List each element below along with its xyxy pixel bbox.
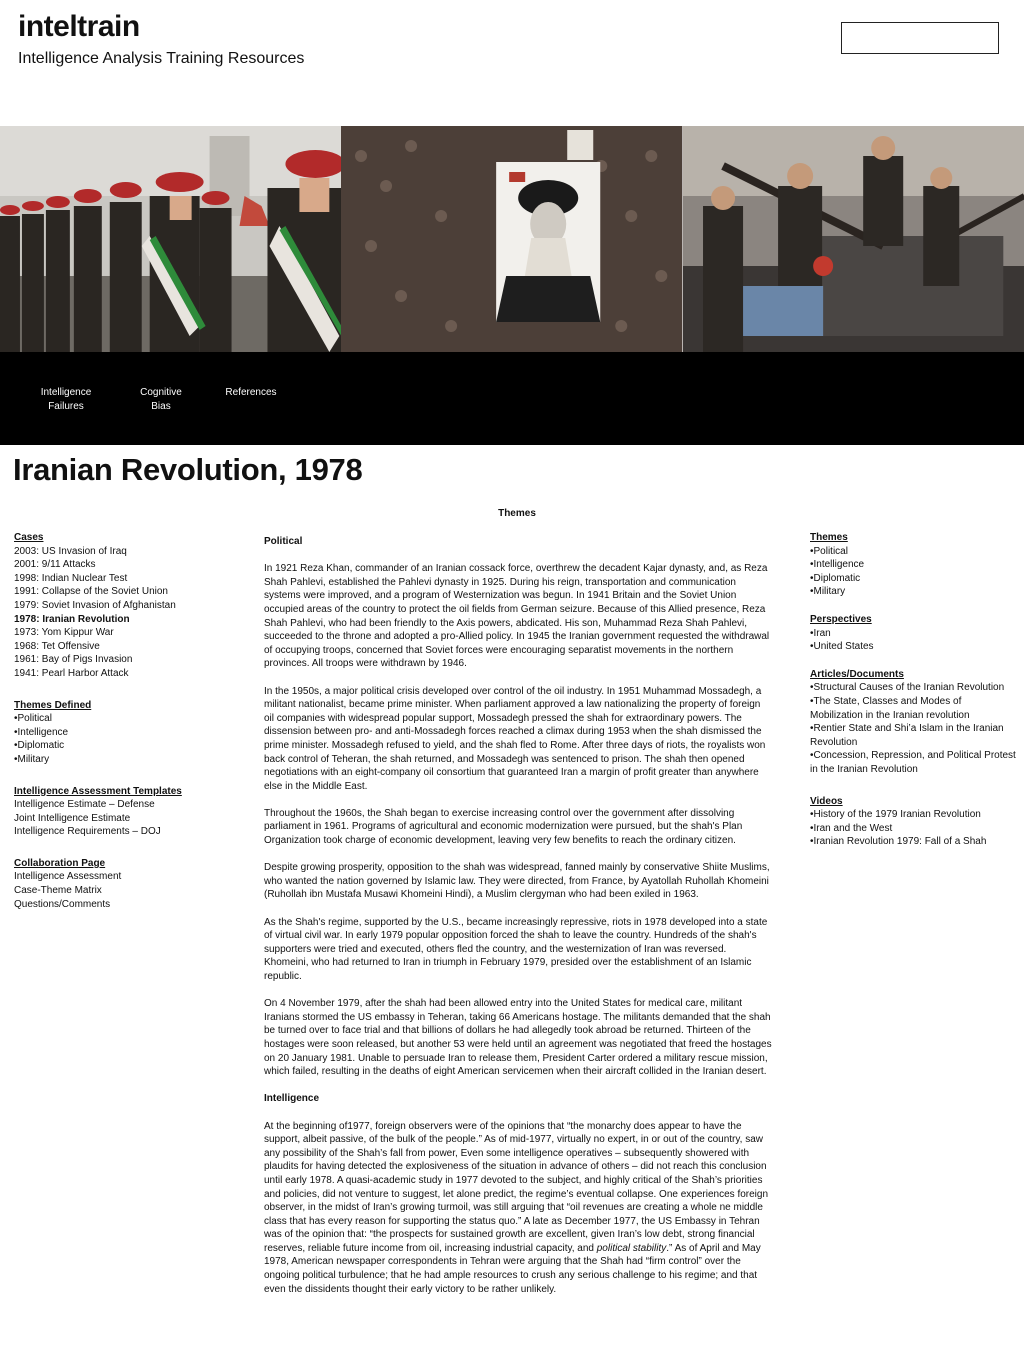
perspective-link-iran[interactable]: •Iran bbox=[810, 627, 831, 639]
political-paragraph: In the 1950s, a major political crisis developed over control of the oil industry. In 1951 Muhammad Mossadegh, a militant nationalist, became prime minister. When parliament approved a law nationalizing the property of foreign oil companies with widespread popular support, Mossadegh pressed the shah for extraordinary powers. The dissension between pro- and anti-Mossadegh forces reached a climax during 1953 when the shah dismissed the prime minister. Mossadegh refused to yield, and the shah fled to Rome. After three days of riots, the royalists won back control of Teheran, the shah returned, and Mossadegh was sentenced to prison. The shah then opened negotiations with an eight-company oil consortium that guaranteed Iran a margin of profit greater than anywhere else in the Middle East. bbox=[264, 685, 766, 792]
case-link-tet[interactable]: 1968: Tet Offensive bbox=[14, 640, 100, 652]
theme-link-intelligence[interactable]: •Intelligence bbox=[810, 559, 865, 571]
case-link-iraq[interactable]: 2003: US Invasion of Iraq bbox=[14, 545, 127, 557]
site-subtitle: Intelligence Analysis Training Resources bbox=[18, 50, 305, 67]
article-link[interactable]: •Rentier State and Shi’a Islam in the Iranian Revolution bbox=[810, 723, 1004, 748]
collaboration-link[interactable]: Intelligence Assessment bbox=[14, 871, 122, 883]
theme-defined-military[interactable]: •Military bbox=[14, 753, 50, 765]
collaboration-link[interactable]: Questions/Comments bbox=[14, 898, 111, 910]
theme-link-political[interactable]: •Political bbox=[810, 545, 848, 557]
intelligence-text: At the beginning of1977, foreign observers were of the opinions that “the monarchy does appear to have the support, albeit passive, of the bulk of the people.” As of mid-1977, virtually no expert, in or out of the country, saw any possibility of the Shah’s fall from power, Even some intelligence operatives – subsequently showered with plaudits for having detected the explosiveness of the situation in advance of others – did not reach this conclusion until early 1978. A quasi-academic study in 1977 devoted to the subject, and highly critical of the Shah’s priorities and policies, did not venture to suggest, let alone predict, the regime’s eventual collapse. One experiences foreign observer, in the midst of Iran’s growing turmoil, was still arguing that “oil revenues are creating a whole ne middle class that has every reason for supporting the status quo.” A late as December 1977, the US Embassy in Tehran was of the opinion that: “the prospects for sustained growth are excellent, given Iran’s low debt, strong financial reserves, reliable future income from oil, increasing industrial capacity, and bbox=[264, 1120, 769, 1254]
intelligence-heading: Intelligence bbox=[264, 1093, 320, 1105]
theme-link-military[interactable]: •Military bbox=[810, 586, 846, 598]
nav-label-line1: References bbox=[225, 387, 277, 398]
template-link[interactable]: Joint Intelligence Estimate bbox=[14, 812, 131, 824]
nav-label-line1: Intelligence bbox=[40, 387, 92, 398]
political-paragraph: In 1921 Reza Khan, commander of an Iranian cossack force, overthrew the decadent Kajar dynasty, and, as Reza Shah Pahlevi, established the Pahlevi dynasty in 1925. During his reign, transportation and communication systems were improved, and a program of Westernization was begun. In 1941 Britain and the Soviet Union occupied areas of the country to protect the oil fields from German seizure. Because of this Allied presence, Reza Shah Pahlevi, who had been friendly to the Axis powers, abdicated. His son, Muhammad Reza Shah Pahlevi, succeeded to the throne and adopted a pro-Allied policy. In 1945 the Iranian government requested the withdrawal of occupying troops, concerned that Soviet forces were encouraging separatist movements in the northern provinces. All troops were withdrawn by 1946. bbox=[264, 563, 770, 670]
case-link-iranian-revolution[interactable]: 1978: Iranian Revolution bbox=[14, 613, 130, 625]
search-input[interactable] bbox=[841, 22, 999, 54]
article-link[interactable]: •Structural Causes of the Iranian Revolution bbox=[810, 682, 1005, 694]
political-paragraph: Throughout the 1960s, the Shah began to exercise increasing control over the government after dissolving parliament in 1961. Programs of agricultural and economic modernization were pursued, but the shah's Plan Organization took charge of economic development, leaving very few benefits to reach the ordinary citizen. bbox=[264, 807, 743, 847]
video-link[interactable]: •History of the 1979 Iranian Revolution bbox=[810, 809, 981, 821]
intelligence-text: .” As of April and May 1978, American newspaper correspondents in Tehran were arguing that the Shah had “firm control” over the ongoing political turbulence; that he had ample resources to crush any serious challenge to his regime; and that even the dissidents thought their early victory to be rather unlikely. bbox=[264, 1242, 761, 1295]
political-paragraph: As the Shah's regime, supported by the U.S., became increasingly repressive, riots in 1978 developed into a state of virtual civil war. In early 1979 popular opposition forced the shah to leave the country. Hundreds of the shah's supporters were tried and executed, others fled the country, and the westernization of Iran was reversed. Khomeini, who had returned to Iran in triumph in February 1979, presided over the establishment of an Islamic republic. bbox=[264, 916, 768, 982]
nav-intelligence-failures[interactable] bbox=[28, 386, 104, 414]
collaboration-link[interactable]: Case-Theme Matrix bbox=[14, 885, 102, 897]
intelligence-italic-text: political stability bbox=[596, 1242, 667, 1254]
ceremonial-guard-photo bbox=[0, 126, 341, 352]
themes-label: Themes bbox=[498, 508, 536, 519]
theme-defined-diplomatic[interactable]: •Diplomatic bbox=[14, 740, 65, 752]
header-banner bbox=[0, 126, 1024, 352]
template-link[interactable]: Intelligence Requirements – DOJ bbox=[14, 826, 161, 838]
case-link-911[interactable]: 2001: 9/11 Attacks bbox=[14, 559, 96, 571]
political-paragraph: Despite growing prosperity, opposition to the shah was widespread, fanned mainly by conservative Shiite Muslims, who wanted the nation governed by Islamic law. They were directed, from France, by Ayatollah Ruhollah Khomeini (Ruhollah ibn Mustafa Musawi Khomeini Hindi), a Muslim clergyman who had been exiled in 1963. bbox=[264, 862, 770, 901]
cases-heading[interactable]: Cases bbox=[14, 532, 44, 543]
case-link-yom-kippur[interactable]: 1973: Yom Kippur War bbox=[14, 627, 114, 639]
perspectives-heading[interactable]: Perspectives bbox=[810, 613, 872, 625]
right-sidebar bbox=[810, 531, 1016, 849]
crowd-with-portrait-photo bbox=[341, 126, 682, 352]
case-link-bay-of-pigs[interactable]: 1961: Bay of Pigs Invasion bbox=[14, 654, 133, 666]
page-title: Iranian Revolution, 1978 bbox=[13, 452, 363, 487]
perspective-link-us[interactable]: •United States bbox=[810, 641, 874, 653]
videos-heading[interactable]: Videos bbox=[810, 795, 843, 807]
theme-defined-intelligence[interactable]: •Intelligence bbox=[14, 726, 69, 738]
main-content bbox=[264, 535, 772, 1310]
armed-revolutionaries-photo bbox=[683, 126, 1024, 352]
left-sidebar bbox=[14, 531, 244, 911]
video-link[interactable]: •Iran and the West bbox=[810, 822, 893, 834]
political-heading: Political bbox=[264, 536, 303, 547]
case-link-afghanistan[interactable]: 1979: Soviet Invasion of Afghanistan bbox=[14, 599, 176, 611]
template-link[interactable]: Intelligence Estimate – Defense bbox=[14, 799, 155, 811]
main-nav bbox=[0, 352, 1024, 445]
political-paragraph: On 4 November 1979, after the shah had been allowed entry into the United States for medical care, militant Iranians stormed the US embassy in Teheran, taking 66 Americans hostage. The militants demanded that the shah be turned over to face trial and that billions of dollars he had allegedly took abroad be returned. Thirteen of the hostages were soon released, but another 53 were held until an agreement was negotiated that freed the hostages on 20 January 1981. Unable to persuade Iran to release them, President Carter ordered a military rescue mission, which failed, resulting in the deaths of eight American servicemen when their aircraft collided in the Iranian desert. bbox=[264, 998, 772, 1078]
case-link-soviet-collapse[interactable]: 1991: Collapse of the Soviet Union bbox=[14, 586, 168, 598]
nav-cognitive-bias[interactable] bbox=[128, 386, 194, 414]
templates-heading[interactable]: Intelligence Assessment Templates bbox=[14, 785, 182, 797]
nav-label-line1: Cognitive bbox=[140, 387, 182, 398]
intelligence-paragraph bbox=[264, 1120, 772, 1297]
article-link[interactable]: •Concession, Repression, and Political Protest in the Iranian Revolution bbox=[810, 750, 1016, 775]
collaboration-heading[interactable]: Collaboration Page bbox=[14, 857, 106, 869]
video-link[interactable]: •Iranian Revolution 1979: Fall of a Shah bbox=[810, 836, 987, 848]
case-link-indian-nuclear[interactable]: 1998: Indian Nuclear Test bbox=[14, 572, 128, 584]
case-link-pearl-harbor[interactable]: 1941: Pearl Harbor Attack bbox=[14, 667, 129, 679]
article-link[interactable]: •The State, Classes and Modes of Mobilization in the Iranian revolution bbox=[810, 695, 970, 721]
theme-link-diplomatic[interactable]: •Diplomatic bbox=[810, 572, 861, 584]
themes-heading[interactable]: Themes bbox=[810, 532, 848, 543]
themes-defined-heading[interactable]: Themes Defined bbox=[14, 699, 92, 711]
articles-heading[interactable]: Articles/Documents bbox=[810, 668, 904, 680]
theme-defined-political[interactable]: •Political bbox=[14, 713, 52, 725]
nav-label-line2: Failures bbox=[48, 401, 84, 412]
site-title[interactable]: inteltrain bbox=[18, 10, 140, 43]
nav-label-line2: Bias bbox=[151, 401, 171, 412]
nav-references[interactable] bbox=[218, 386, 284, 400]
